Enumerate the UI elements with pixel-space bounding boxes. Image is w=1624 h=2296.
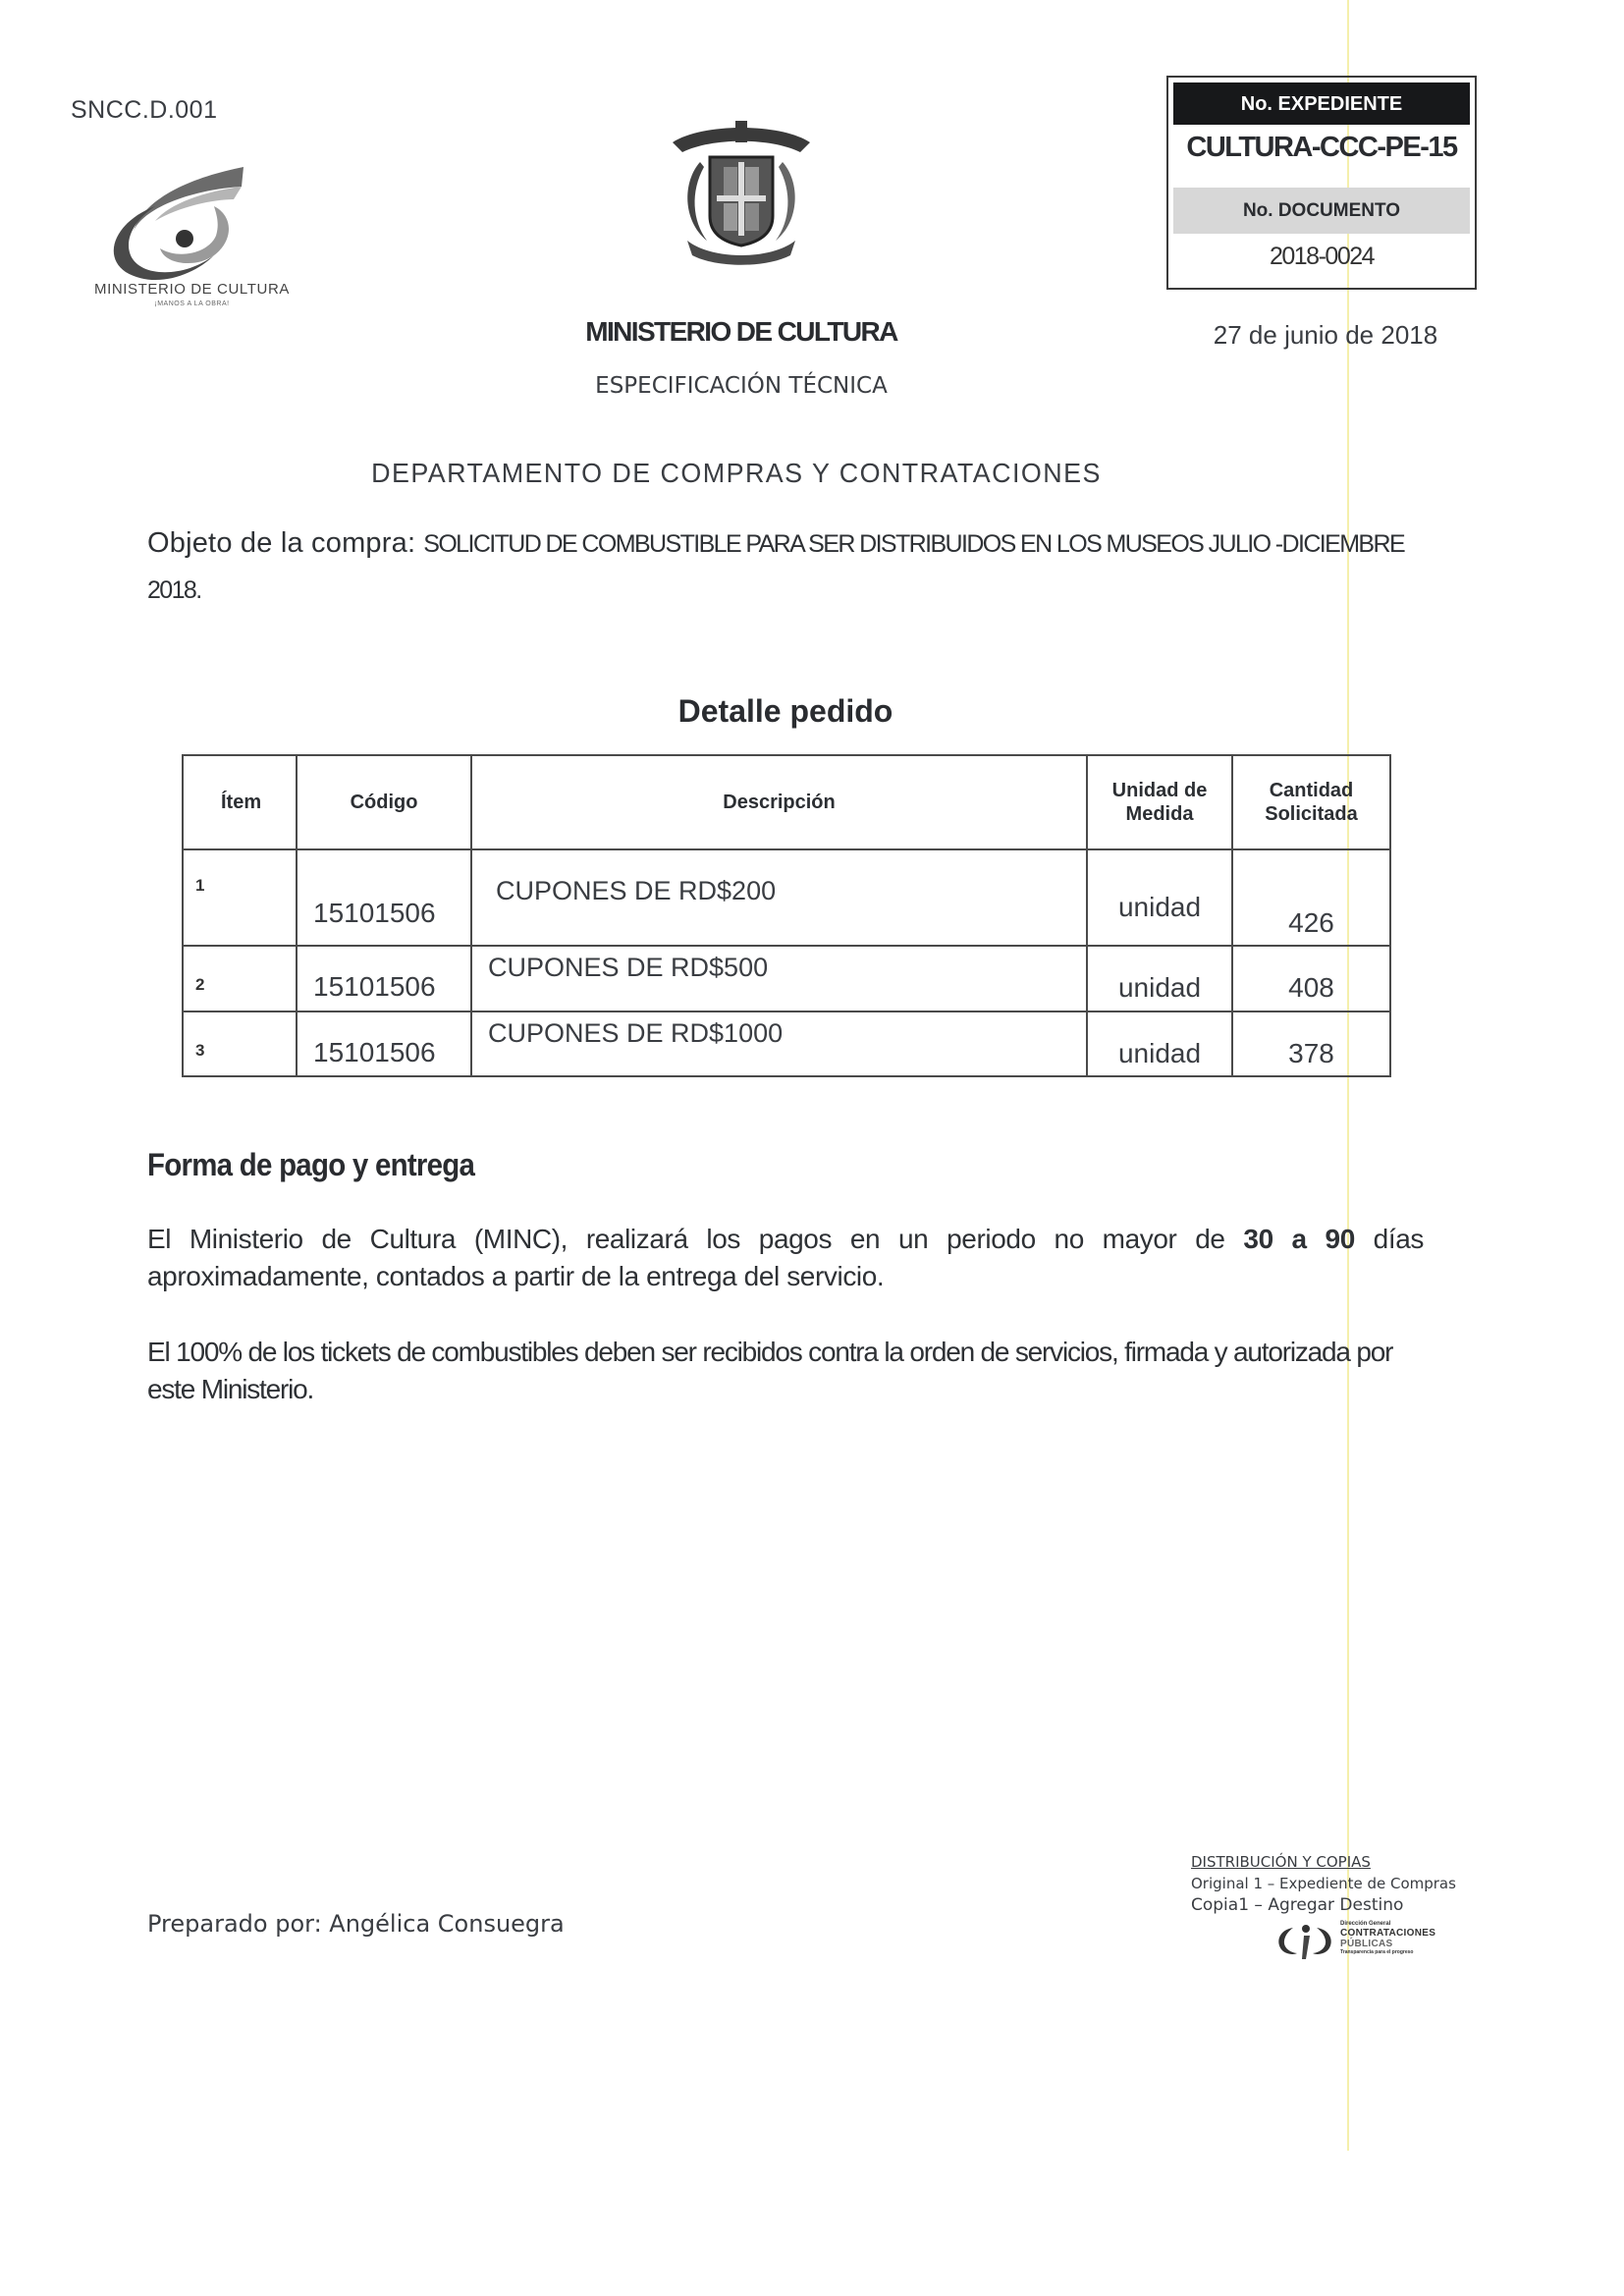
- purchase-object: [147, 520, 1443, 613]
- cell-item: [183, 849, 297, 946]
- dgcp-line1: Dirección General: [1340, 1921, 1391, 1927]
- item-unit: unidad: [1117, 972, 1202, 1003]
- column-header-item: Ítem: [183, 755, 297, 849]
- cell-description: [471, 946, 1087, 1011]
- cell-code: [297, 849, 471, 946]
- document-date: 27 de junio de 2018: [1213, 320, 1438, 350]
- table-row: [183, 1011, 1390, 1076]
- cell-item: [183, 1011, 297, 1076]
- ministry-logo-tagline: ¡MANOS A LA OBRA!: [154, 301, 230, 307]
- prepared-by: Preparado por: Angélica Consuegra: [147, 1910, 565, 1938]
- payment-days-to: 90: [1325, 1224, 1355, 1254]
- item-description: CUPONES DE RD$500: [488, 953, 769, 982]
- item-quantity: 378: [1288, 1038, 1334, 1068]
- cell-code: [297, 1011, 471, 1076]
- item-unit: unidad: [1117, 1038, 1202, 1068]
- cell-quantity: [1232, 1011, 1390, 1076]
- dgcp-tagline: Transparencia para el progreso: [1340, 1949, 1414, 1955]
- payment-days-from: 30: [1243, 1224, 1273, 1254]
- column-header-quantity: [1232, 755, 1390, 849]
- payment-days-connector: a: [1272, 1224, 1326, 1254]
- payment-terms-text: El Ministerio de Cultura (MINC), realizará los pagos en un periodo no mayor de: [147, 1224, 1244, 1254]
- purchase-object-label: Objeto de la compra:: [147, 527, 416, 559]
- distribution-block: [1191, 1851, 1456, 1916]
- item-code: 15101506: [313, 898, 436, 928]
- distribution-title: DISTRIBUCIÓN Y COPIAS: [1191, 1853, 1371, 1871]
- expediente-value: CULTURA-CCC-PE-15: [1186, 132, 1457, 163]
- column-header-unit: [1087, 755, 1232, 849]
- column-header-quantity-text: Cantidad Solicitada: [1265, 780, 1358, 825]
- cell-item: [183, 946, 297, 1011]
- cell-unit: [1087, 946, 1232, 1011]
- form-code: SNCC.D.001: [71, 96, 218, 124]
- dgcp-logo: [1272, 1920, 1448, 1964]
- detail-table: [182, 754, 1391, 1077]
- cell-unit: [1087, 1011, 1232, 1076]
- item-quantity: 426: [1288, 907, 1334, 938]
- detail-title: Detalle pedido: [677, 693, 893, 729]
- documento-value: 2018-0024: [1269, 243, 1375, 270]
- dgcp-logo-text: [1340, 1920, 1435, 1956]
- ministry-title: MINISTERIO DE CULTURA: [585, 316, 897, 347]
- ministry-logo-name: MINISTERIO DE CULTURA: [93, 281, 290, 298]
- item-number: 1: [195, 876, 205, 895]
- item-description: CUPONES DE RD$1000: [488, 1018, 784, 1048]
- table-row: [183, 849, 1390, 946]
- department-heading: DEPARTAMENTO DE COMPRAS Y CONTRATACIONES: [371, 458, 1102, 488]
- table-header-row: [183, 755, 1390, 849]
- expediente-box: [1166, 76, 1477, 290]
- item-quantity: 408: [1288, 972, 1334, 1003]
- payment-paragraph-terms: [147, 1221, 1424, 1295]
- document-type: ESPECIFICACIÓN TÉCNICA: [595, 373, 888, 399]
- item-number: 3: [195, 1041, 205, 1060]
- expediente-label: No. EXPEDIENTE: [1173, 82, 1470, 125]
- coat-of-arms-icon: [663, 113, 820, 270]
- distribution-line: Original 1 – Expediente de Compras: [1191, 1875, 1456, 1892]
- dgcp-emblem-icon: [1272, 1920, 1338, 1964]
- table-row: [183, 946, 1390, 1011]
- item-description: CUPONES DE RD$200: [496, 876, 777, 905]
- payment-terms-tail: días aproximadamente, contados a partir de la entrega del servicio.: [147, 1224, 1424, 1291]
- dgcp-line2: CONTRATACIONES: [1340, 1928, 1436, 1939]
- payment-paragraph-delivery: El 100% de los tickets de combustibles deben ser recibidos contra la orden de servicios, firmada y autorizada por este Ministerio.: [147, 1337, 1393, 1404]
- culture-eye-icon: [86, 162, 298, 285]
- cell-unit: [1087, 849, 1232, 946]
- column-header-description: Descripción: [471, 755, 1087, 849]
- purchase-object-text: SOLICITUD DE COMBUSTIBLE PARA SER DISTRIBUIDOS EN LOS MUSEOS JULIO -DICIEMBRE 2018.: [147, 530, 1405, 604]
- national-coat-of-arms: [663, 113, 820, 270]
- column-header-unit-text: Unidad de Medida: [1111, 780, 1208, 825]
- cell-description: [471, 849, 1087, 946]
- cell-code: [297, 946, 471, 1011]
- cell-quantity: [1232, 946, 1390, 1011]
- documento-label: No. DOCUMENTO: [1173, 188, 1470, 234]
- item-code: 15101506: [313, 971, 436, 1002]
- dgcp-line3: PÚBLICAS: [1340, 1939, 1393, 1949]
- item-unit: unidad: [1117, 892, 1202, 922]
- cell-quantity: [1232, 849, 1390, 946]
- item-code: 15101506: [313, 1037, 436, 1067]
- distribution-line: Copia1 – Agregar Destino: [1191, 1895, 1404, 1915]
- item-number: 2: [195, 975, 205, 994]
- column-header-code: Código: [297, 755, 471, 849]
- cell-description: [471, 1011, 1087, 1076]
- payment-title: Forma de pago y entrega: [147, 1147, 475, 1182]
